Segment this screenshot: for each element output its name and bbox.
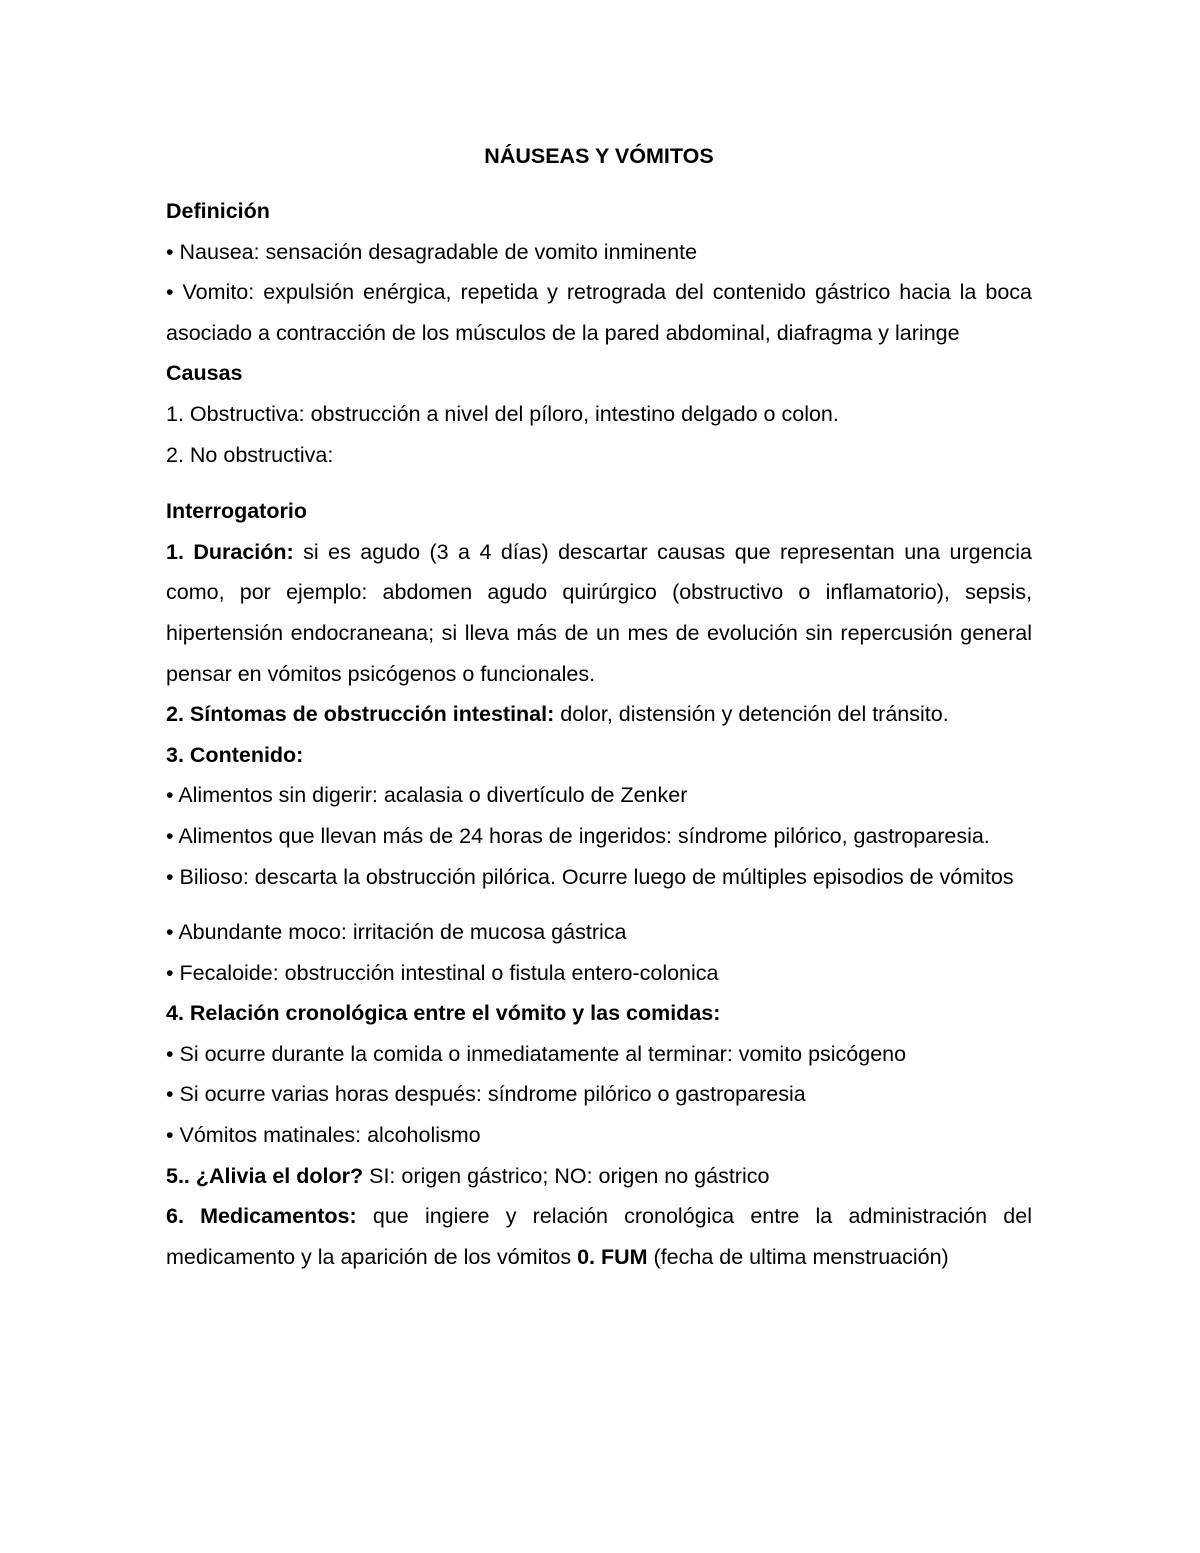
causas-item-no-obstructiva: 2. No obstructiva: bbox=[166, 442, 334, 467]
sintomas-text: dolor, distensión y detención del tránsito. bbox=[554, 702, 949, 727]
relacion-item-matinales: • Vómitos matinales: alcoholismo bbox=[166, 1123, 481, 1148]
document-page bbox=[166, 136, 1032, 1277]
contenido-item-fecaloide: • Fecaloide: obstrucción intestinal o fistula entero-colonica bbox=[166, 960, 719, 985]
relacion-label: 4. Relación cronológica entre el vómito y las comidas: bbox=[166, 1001, 721, 1026]
relacion-item-durante: • Si ocurre durante la comida o inmediatamente al terminar: vomito psicógeno bbox=[166, 1041, 907, 1066]
sintomas-label: 2. Síntomas de obstrucción intestinal: bbox=[166, 702, 555, 727]
fum-label: 0. FUM bbox=[577, 1244, 648, 1269]
definicion-item-vomito: • Vomito: expulsión enérgica, repetida y retrograda del contenido gástrico hacia la boca asociado a contracción de los músculos de la pared abdominal, diafragma y laringe bbox=[166, 280, 1032, 345]
sintomas-paragraph bbox=[166, 694, 1032, 735]
relacion-item-horas-despues: • Si ocurre varias horas después: síndrome pilórico o gastroparesia bbox=[166, 1082, 806, 1107]
interrogatorio-heading: Interrogatorio bbox=[166, 499, 307, 524]
spacer bbox=[166, 475, 1032, 491]
alivia-text: SI: origen gástrico; NO: origen no gástrico bbox=[363, 1163, 770, 1188]
duracion-paragraph bbox=[166, 532, 1032, 694]
medicamentos-paragraph bbox=[166, 1196, 1032, 1277]
contenido-item-bilioso: • Bilioso: descarta la obstrucción pilórica. Ocurre luego de múltiples episodios de vómitos bbox=[166, 864, 1014, 889]
contenido-item-sin-digerir: • Alimentos sin digerir: acalasia o divertículo de Zenker bbox=[166, 783, 688, 808]
alivia-label: 5.. ¿Alivia el dolor? bbox=[166, 1163, 364, 1188]
alivia-paragraph bbox=[166, 1156, 1032, 1197]
causas-item-obstructiva: 1. Obstructiva: obstrucción a nivel del píloro, intestino delgado o colon. bbox=[166, 401, 839, 426]
medicamentos-label: 6. Medicamentos: bbox=[166, 1204, 357, 1229]
definicion-item-nausea: • Nausea: sensación desagradable de vomito inminente bbox=[166, 239, 698, 264]
duracion-label: 1. Duración: bbox=[166, 539, 294, 564]
fum-text: (fecha de ultima menstruación) bbox=[647, 1244, 949, 1269]
contenido-item-24-horas: • Alimentos que llevan más de 24 horas de ingeridos: síndrome pilórico, gastroparesia. bbox=[166, 823, 990, 848]
definicion-heading: Definición bbox=[166, 199, 270, 223]
contenido-label: 3. Contenido: bbox=[166, 742, 304, 767]
spacer bbox=[166, 897, 1032, 912]
causas-heading: Causas bbox=[166, 361, 243, 386]
medicamentos-text: que ingiere y relación cronológica entre la administración del medicamento y la aparición de los vómitos bbox=[166, 1204, 1032, 1269]
document-title: NÁUSEAS Y VÓMITOS bbox=[484, 144, 714, 168]
contenido-item-moco: • Abundante moco: irritación de mucosa gástrica bbox=[166, 920, 627, 945]
duracion-text: si es agudo (3 a 4 días) descartar causas que representan una urgencia como, por ejemplo: abdomen agudo quirúrgico (obstructivo o inflamatorio), sepsis, hipertensión endocraneana; si lleva más de un mes de evolución sin repercusión general pensar en vómitos psicógenos o funcionales. bbox=[166, 539, 1032, 686]
